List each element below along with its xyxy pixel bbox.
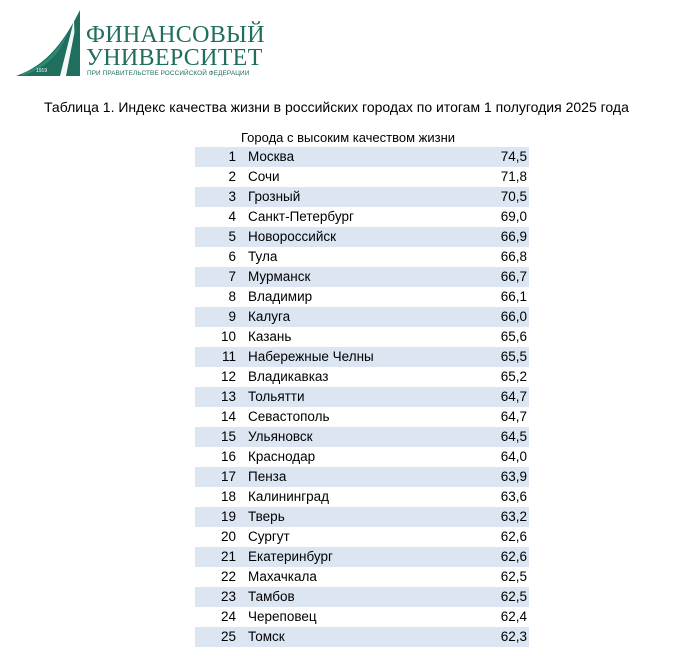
logo-emblem-icon [16,10,86,80]
table-row [195,367,529,387]
city-cell: Пенза [248,469,287,484]
table-row [195,387,529,407]
table-row [195,507,529,527]
rank-cell: 22 [220,569,236,584]
value-cell: 74,5 [500,149,527,164]
value-cell: 66,7 [500,269,527,284]
value-cell: 71,8 [500,169,527,184]
rank-cell: 17 [220,469,236,484]
university-logo [16,10,265,80]
city-cell: Сочи [248,169,280,184]
city-cell: Ульяновск [248,429,313,444]
rank-cell: 19 [220,509,236,524]
city-cell: Краснодар [248,449,316,464]
table-row [195,607,529,627]
value-cell: 65,2 [500,369,527,384]
table-row [195,187,529,207]
table-row [195,547,529,567]
rank-cell: 23 [220,589,236,604]
table-row [195,287,529,307]
rank-cell: 18 [220,489,236,504]
value-cell: 64,7 [500,409,527,424]
rank-cell: 1 [228,149,236,164]
quality-of-life-table [195,128,529,647]
rank-cell: 9 [228,309,236,324]
value-cell: 63,9 [500,469,527,484]
logo-title-line2: УНИВЕРСИТЕТ [86,45,263,71]
table-row [195,267,529,287]
table-header: Города с высоким качеством жизни [241,130,456,145]
rank-cell: 6 [228,249,236,264]
rank-cell: 5 [228,229,236,244]
value-cell: 66,1 [500,289,527,304]
table-row [195,247,529,267]
rank-cell: 24 [220,609,236,624]
rank-cell: 21 [220,549,236,564]
city-cell: Тамбов [248,589,295,604]
rank-cell: 8 [228,289,236,304]
rank-cell: 16 [220,449,236,464]
city-cell: Грозный [248,189,301,204]
city-cell: Сургут [248,529,290,544]
city-cell: Новороссийск [248,229,337,244]
value-cell: 65,6 [500,329,527,344]
table-row [195,587,529,607]
value-cell: 70,5 [500,189,527,204]
value-cell: 62,4 [500,609,527,624]
value-cell: 62,5 [500,569,527,584]
city-cell: Тольятти [248,389,305,404]
city-cell: Калининград [248,489,330,504]
value-cell: 62,6 [500,549,527,564]
city-cell: Томск [248,629,285,644]
value-cell: 64,7 [500,389,527,404]
value-cell: 62,6 [500,529,527,544]
table-row [195,227,529,247]
table-row [195,327,529,347]
table-row [195,407,529,427]
table-row [195,147,529,167]
value-cell: 62,5 [500,589,527,604]
value-cell: 64,5 [500,429,527,444]
logo-year: 1919 [36,68,48,74]
value-cell: 63,2 [500,509,527,524]
rank-cell: 7 [228,269,236,284]
city-cell: Череповец [248,609,317,624]
city-cell: Калуга [248,309,291,324]
city-cell: Мурманск [248,269,311,284]
rank-cell: 13 [220,389,236,404]
table-row [195,307,529,327]
table-body [195,147,529,647]
rank-cell: 3 [228,189,236,204]
rank-cell: 2 [228,169,236,184]
city-cell: Севастополь [248,409,330,424]
value-cell: 66,8 [500,249,527,264]
table-row [195,427,529,447]
city-cell: Санкт-Петербург [248,209,354,224]
table-row [195,527,529,547]
table-row [195,467,529,487]
city-cell: Владикавказ [248,369,329,384]
rank-cell: 4 [228,209,236,224]
table-row [195,627,529,647]
city-cell: Набережные Челны [248,349,374,364]
city-cell: Тверь [248,509,285,524]
value-cell: 66,0 [500,309,527,324]
table-row [195,487,529,507]
value-cell: 66,9 [500,229,527,244]
table-row [195,567,529,587]
table-row [195,447,529,467]
table-row [195,347,529,367]
value-cell: 64,0 [500,449,527,464]
logo-title-line1: ФИНАНСОВЫЙ [86,22,265,48]
logo-subtitle: ПРИ ПРАВИТЕЛЬСТВЕ РОССИЙСКОЙ ФЕДЕРАЦИИ [87,70,250,77]
rank-cell: 10 [220,329,236,344]
value-cell: 62,3 [500,629,527,644]
value-cell: 65,5 [500,349,527,364]
rank-cell: 20 [220,529,236,544]
table-row [195,167,529,187]
table-row [195,207,529,227]
city-cell: Тула [248,249,278,264]
city-cell: Махачкала [248,569,317,584]
city-cell: Казань [248,329,292,344]
city-cell: Владимир [248,289,313,304]
rank-cell: 15 [220,429,236,444]
value-cell: 69,0 [500,209,527,224]
rank-cell: 12 [220,369,236,384]
rank-cell: 14 [220,409,236,424]
city-cell: Москва [248,149,295,164]
value-cell: 63,6 [500,489,527,504]
table-caption: Таблица 1. Индекс качества жизни в российских городах по итогам 1 полугодия 2025 года [44,99,629,115]
rank-cell: 25 [220,629,236,644]
city-cell: Екатеринбург [248,549,333,564]
rank-cell: 11 [221,349,236,364]
